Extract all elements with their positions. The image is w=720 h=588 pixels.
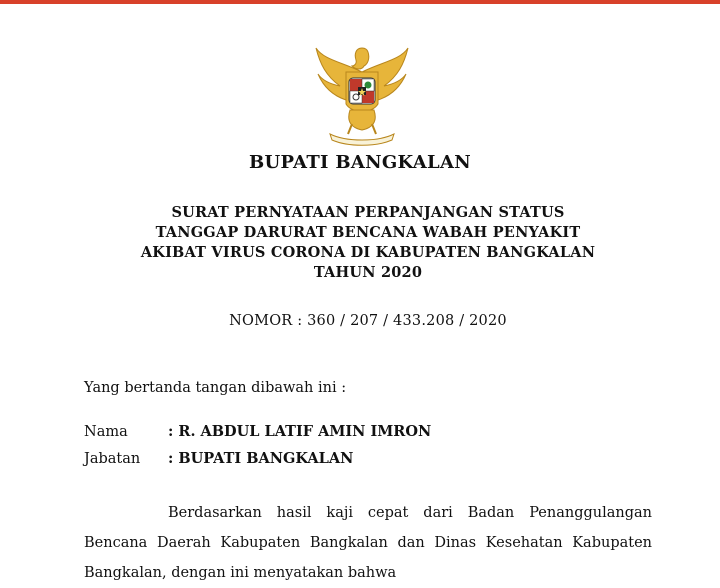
field-value: : BUPATI BANGKALAN: [168, 450, 354, 467]
title-line: TAHUN 2020: [313, 264, 423, 281]
field-jabatan: [84, 450, 353, 467]
top-border: [0, 0, 720, 4]
title-line: SURAT PERNYATAAN PERPANJANGAN STATUS: [171, 204, 565, 221]
document-number: NOMOR : 360 / 207 / 433.208 / 2020: [229, 313, 507, 329]
document-title: [0, 203, 720, 283]
garuda-emblem-icon: [312, 42, 412, 148]
title-line: AKIBAT VIRUS CORONA DI KABUPATEN BANGKALAN: [140, 244, 596, 261]
field-label: Jabatan: [84, 451, 141, 467]
intro-text: Yang bertanda tangan dibawah ini :: [84, 380, 347, 396]
field-value: : R. ABDUL LATIF AMIN IMRON: [168, 423, 432, 440]
field-nama: [84, 423, 431, 440]
issuer-heading: BUPATI BANGKALAN: [249, 152, 471, 173]
title-line: TANGGAP DARURAT BENCANA WABAH PENYAKIT: [155, 224, 581, 241]
body-paragraph: Berdasarkan hasil kaji cepat dari Badan Penanggulangan Bencana Daerah Kabupaten Bangkalan dan Dinas Kesehatan Kabupaten Bangkalan, dengan ini menyatakan bahwa: [84, 505, 652, 581]
field-label: Nama: [84, 424, 128, 440]
